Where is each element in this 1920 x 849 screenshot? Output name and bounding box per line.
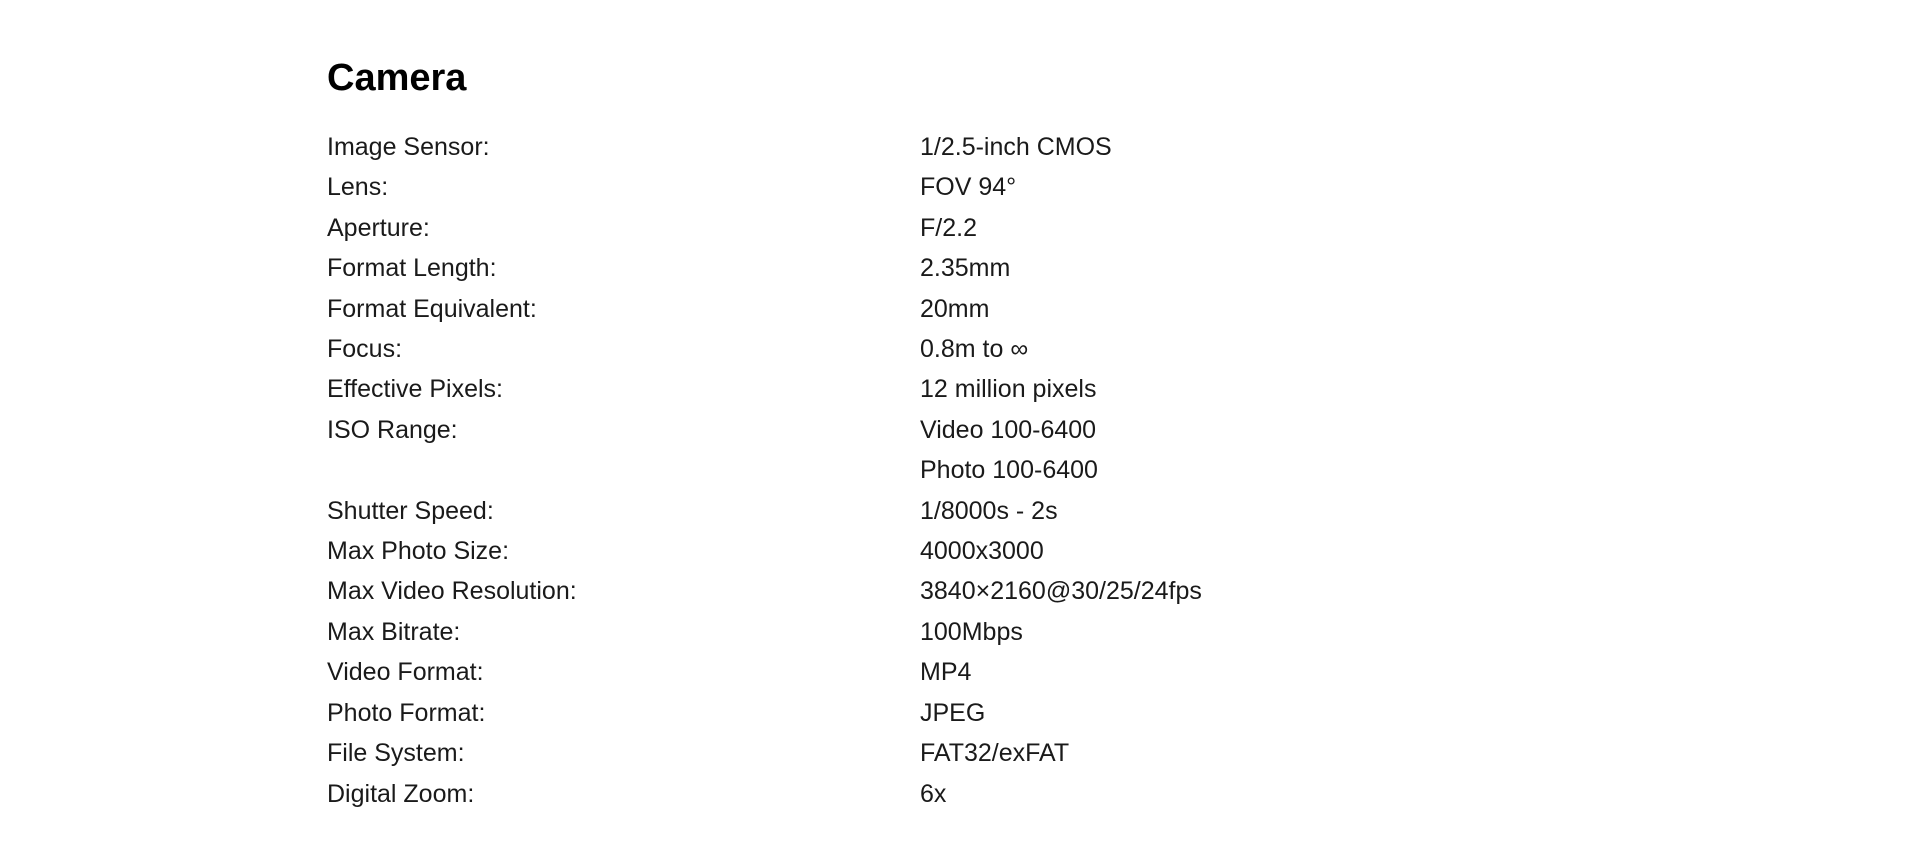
spec-row: [327, 289, 1202, 329]
spec-value: FOV 94°: [920, 173, 1017, 202]
spec-value: 3840×2160@30/25/24fps: [920, 577, 1202, 606]
spec-row: [327, 612, 1202, 652]
spec-row: [327, 693, 1202, 733]
spec-value: Photo 100-6400: [920, 456, 1098, 485]
spec-value: FAT32/exFAT: [920, 739, 1070, 768]
spec-label: Photo Format:: [327, 698, 486, 727]
spec-values: [920, 491, 1058, 531]
spec-value: 2.35mm: [920, 254, 1011, 283]
spec-label: Format Length:: [327, 254, 497, 283]
spec-value: 12 million pixels: [920, 375, 1097, 404]
spec-value: 20mm: [920, 294, 990, 323]
spec-label: Format Equivalent:: [327, 294, 537, 323]
spec-row: [327, 774, 1202, 814]
spec-values: [920, 774, 946, 814]
spec-row: [327, 571, 1202, 611]
spec-values: [920, 208, 977, 248]
spec-value: 4000x3000: [920, 537, 1044, 566]
spec-row: [327, 127, 1202, 167]
spec-values: [920, 329, 1028, 369]
spec-value: Video 100-6400: [920, 415, 1097, 444]
spec-values: [920, 652, 971, 692]
spec-row: [327, 248, 1202, 288]
spec-label: Max Bitrate:: [327, 617, 461, 646]
spec-label: Shutter Speed:: [327, 496, 494, 525]
spec-value: 1/8000s - 2s: [920, 496, 1058, 525]
spec-row: [327, 652, 1202, 692]
spec-row: [327, 369, 1202, 409]
spec-label: Aperture:: [327, 213, 430, 242]
spec-values: [920, 531, 1044, 571]
spec-label: Max Video Resolution:: [327, 577, 577, 606]
spec-label: Max Photo Size:: [327, 537, 510, 566]
section-title: Camera: [327, 57, 467, 99]
spec-row: [327, 208, 1202, 248]
spec-values: [920, 369, 1096, 409]
spec-label: Effective Pixels:: [327, 375, 504, 404]
spec-label: Focus:: [327, 335, 403, 364]
spec-value: 6x: [920, 779, 947, 808]
spec-values: [920, 733, 1069, 773]
spec-values: [920, 571, 1202, 611]
spec-value: JPEG: [920, 698, 986, 727]
spec-values: [920, 612, 1023, 652]
spec-value: 100Mbps: [920, 617, 1023, 646]
spec-row: [327, 531, 1202, 571]
spec-list: [327, 127, 1202, 814]
spec-row: [327, 410, 1202, 491]
spec-row: [327, 491, 1202, 531]
spec-label: Video Format:: [327, 658, 484, 687]
camera-specs-section: [327, 52, 1327, 808]
spec-label: Image Sensor:: [327, 133, 490, 161]
spec-value: 1/2.5-inch CMOS: [920, 133, 1112, 161]
spec-label: Lens:: [327, 173, 389, 202]
spec-values: [920, 693, 985, 733]
spec-values: [920, 289, 989, 329]
spec-label: ISO Range:: [327, 415, 458, 444]
spec-values: [920, 410, 1098, 491]
spec-row: [327, 167, 1202, 207]
spec-values: [920, 167, 1016, 207]
spec-value: F/2.2: [920, 213, 977, 242]
spec-label: Digital Zoom:: [327, 779, 475, 808]
spec-row: [327, 733, 1202, 773]
spec-values: [920, 248, 1010, 288]
spec-value: MP4: [920, 658, 972, 687]
spec-label: File System:: [327, 739, 465, 768]
spec-row: [327, 329, 1202, 369]
spec-value: 0.8m to ∞: [920, 335, 1029, 364]
spec-values: [920, 127, 1112, 167]
